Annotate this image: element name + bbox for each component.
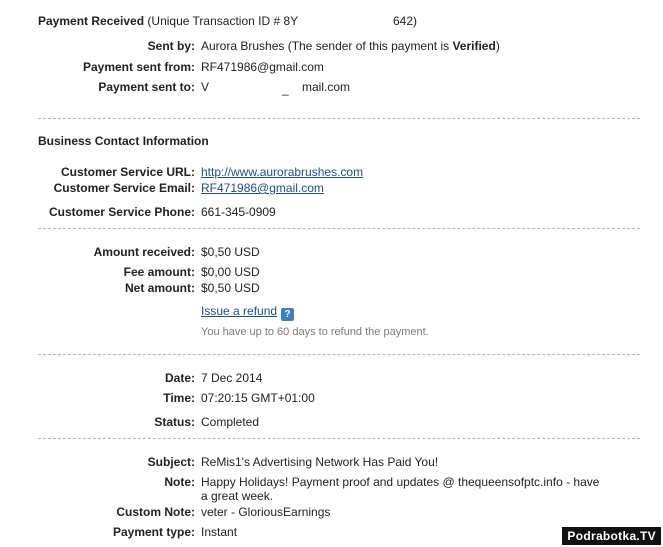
sent-to-mid: _ (282, 82, 289, 96)
sent-by-value (201, 39, 500, 53)
note-label: Note: (164, 475, 195, 489)
help-icon[interactable]: ? (281, 308, 294, 321)
section-divider (38, 118, 640, 119)
payment-type-label: Payment type: (112, 525, 195, 539)
time-label: Time: (163, 391, 195, 405)
status-value: Completed (201, 415, 260, 429)
fee-amount-label: Fee amount: (123, 265, 195, 279)
sent-to-end: mail.com (302, 80, 351, 94)
status-label: Status: (154, 415, 195, 429)
payment-type-value: Instant (201, 525, 238, 539)
net-amount-value: $0,50 USD (201, 281, 260, 295)
sent-to-label: Payment sent to: (98, 80, 195, 94)
service-url-link[interactable]: http://www.aurorabrushes.com (201, 165, 364, 179)
note-line-1: Happy Holidays! Payment proof and updates @ thequeensofptc.info - have (201, 475, 600, 489)
sender-name: Aurora Brushes (201, 39, 285, 53)
custom-note-value: veter - GloriousEarnings (201, 505, 331, 519)
sent-by-label: Sent by: (147, 39, 195, 53)
sent-from-value: RF471986@gmail.com (201, 60, 324, 74)
service-email-label: Customer Service Email: (53, 181, 195, 195)
issue-refund-link[interactable]: Issue a refund (201, 304, 278, 318)
service-phone-value: 661-345-0909 (201, 205, 276, 219)
fee-amount-value: $0,00 USD (201, 265, 260, 279)
verified-status: Verified (452, 39, 496, 53)
date-label: Date: (164, 371, 195, 385)
sent-from-label: Payment sent from: (82, 60, 195, 74)
date-value: 7 Dec 2014 (201, 371, 263, 385)
sender-note-suffix: ) (495, 39, 500, 53)
transaction-header (38, 14, 298, 28)
subject-value: ReMis1's Advertising Network Has Paid You! (201, 455, 439, 469)
section-divider (38, 228, 640, 229)
refund-note: You have up to 60 days to refund the payment. (201, 326, 429, 338)
service-url-label: Customer Service URL: (60, 165, 195, 179)
service-phone-label: Customer Service Phone: (48, 205, 195, 219)
section-divider (38, 438, 640, 439)
custom-note-label: Custom Note: (116, 505, 195, 519)
subject-label: Subject: (147, 455, 195, 469)
time-value: 07:20:15 GMT+01:00 (201, 391, 315, 405)
business-contact-heading: Business Contact Information (38, 134, 209, 148)
refund-row (201, 304, 294, 321)
net-amount-label: Net amount: (125, 281, 195, 295)
amount-received-label: Amount received: (93, 245, 195, 259)
sent-to-start: V (201, 80, 210, 94)
note-line-2: a great week. (201, 489, 274, 503)
sender-note-prefix: (The sender of this payment is (284, 39, 453, 53)
transaction-id-open: (Unique Transaction ID # 8Y (147, 14, 299, 28)
watermark-badge: Podrabotka.TV (562, 527, 661, 545)
service-email-link[interactable]: RF471986@gmail.com (201, 181, 324, 195)
page-title: Payment Received (38, 14, 145, 28)
section-divider (38, 354, 640, 355)
amount-received-value: $0,50 USD (201, 245, 260, 259)
transaction-id-close: 642) (393, 14, 418, 28)
redaction-mask (329, 12, 389, 28)
